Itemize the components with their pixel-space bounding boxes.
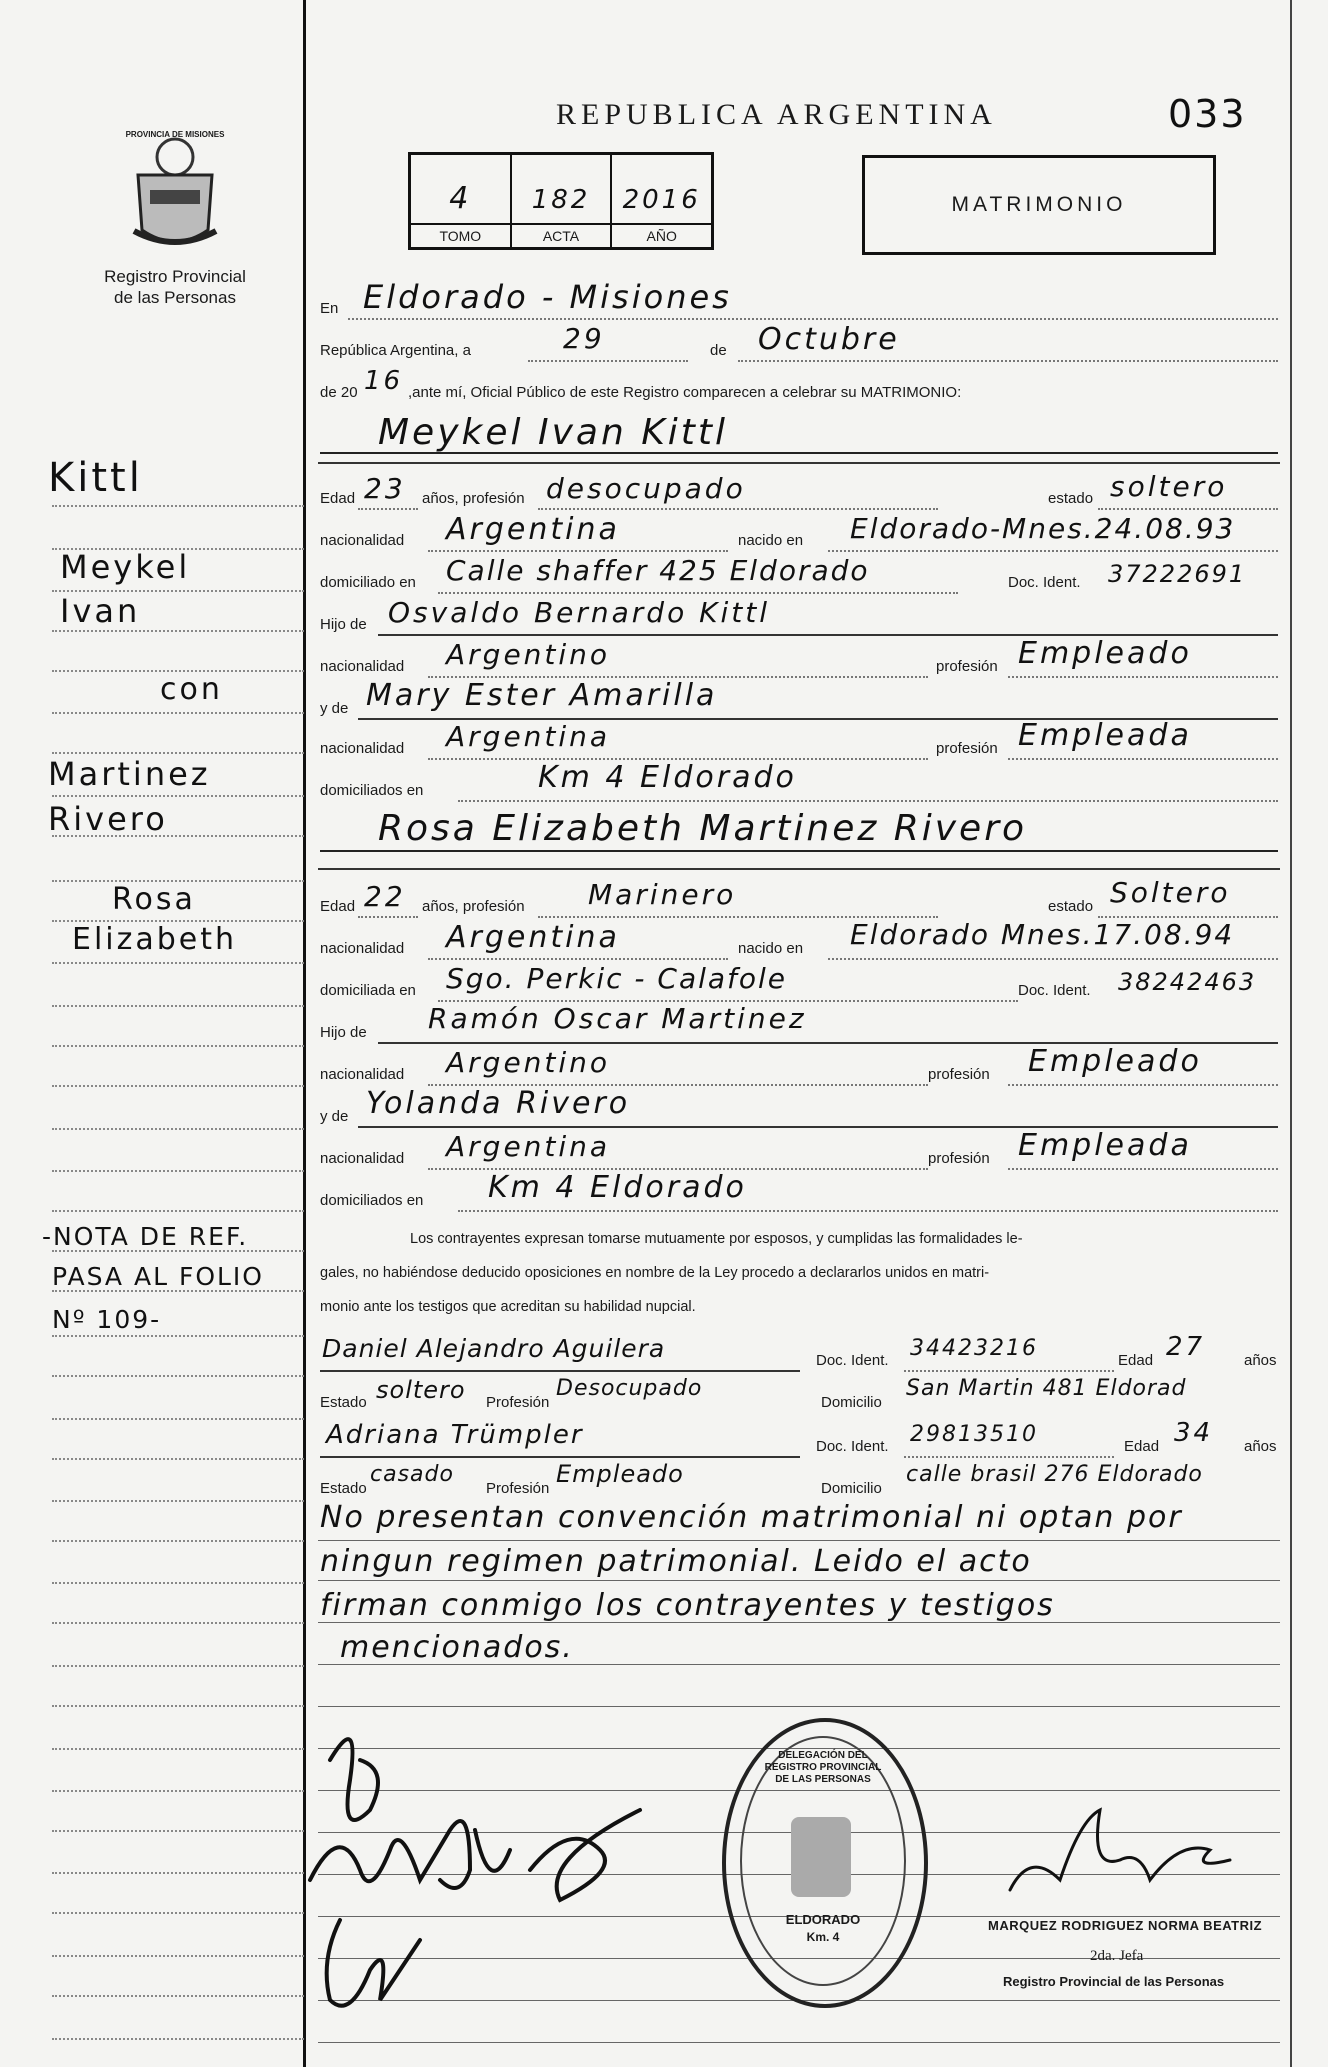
margin-note-3: Nº 109-	[52, 1305, 162, 1334]
witness2-name-row	[318, 1416, 1280, 1456]
nacido-label: nacido en	[738, 940, 804, 957]
official-office: Registro Provincial de las Personas	[1003, 1974, 1225, 1989]
anio-value: 2016	[622, 185, 701, 215]
registry-line1: Registro Provincial	[104, 267, 246, 286]
doc-label: Doc. Ident.	[1008, 574, 1081, 591]
domiciliada-label: domiciliada en	[320, 982, 416, 999]
nacionalidad-label: nacionalidad	[320, 740, 405, 757]
declaration-line-2: gales, no habiéndose deducido oposiciones en nombre de la Ley procedo a declararlos unidos en matri-	[320, 1265, 990, 1281]
republica-label: República Argentina, a	[320, 342, 471, 359]
notes-line-1: No presentan convención matrimonial ni optan por	[320, 1500, 1183, 1535]
groom-nationality: Argentina	[446, 512, 620, 547]
witness2-age: 34	[1174, 1418, 1214, 1448]
declaration-line-1: Los contrayentes expresan tomarse mutuamente por esposos, y cumplidas las formalidades le-	[410, 1231, 1023, 1247]
margin-surname-bride-1: Martinez	[48, 755, 211, 793]
page-number: 033	[1168, 92, 1247, 136]
bride-father-row	[318, 1002, 1280, 1042]
witness1-address: San Martin 481 Eldorad	[906, 1376, 1187, 1401]
doc-label: Doc. Ident.	[1018, 982, 1091, 999]
witness2-profession: Empleado	[556, 1460, 684, 1488]
margin-given-bride-1: Rosa	[112, 882, 196, 917]
y-de-label: y de	[320, 1108, 349, 1125]
anios-profesion-label: años, profesión	[422, 898, 525, 915]
stamp-city: ELDORADO	[785, 1912, 861, 1927]
witness1-name: Daniel Alejandro Aguilera	[322, 1334, 666, 1363]
edad-label: Edad	[1118, 1352, 1154, 1369]
bride-estado: Soltero	[1110, 876, 1231, 909]
tomo-value: 4	[449, 181, 472, 216]
contrayentes-signatures	[300, 1700, 700, 2020]
bride-father-profession: Empleado	[1028, 1044, 1202, 1079]
groom-mother-profession: Empleada	[1018, 718, 1192, 753]
groom-mother-nat-row	[318, 718, 1280, 758]
hijo-label: Hijo de	[320, 616, 367, 633]
registry-name	[60, 266, 290, 308]
groom-profession: desocupado	[546, 472, 746, 505]
edad-label: Edad	[320, 898, 356, 915]
domicilio-label: Domicilio	[821, 1480, 882, 1497]
nacionalidad-label: nacionalidad	[320, 1066, 405, 1083]
bride-mother-row	[318, 1086, 1280, 1126]
margin-note-2: PASA AL FOLIO	[52, 1262, 264, 1291]
intro-text: ,ante mí, Oficial Público de este Registro comparecen a celebrar su MATRIMONIO:	[408, 384, 962, 401]
declaration-text	[320, 1222, 1280, 1324]
anio-cell	[612, 155, 711, 247]
declaration-line-3: monio ante los testigos que acreditan su habilidad nupcial.	[320, 1299, 696, 1315]
year-suffix: 16	[364, 366, 404, 396]
notes-line-4: mencionados.	[340, 1630, 574, 1665]
margin-given-groom-1: Meykel	[60, 548, 191, 586]
groom-estado: soltero	[1110, 470, 1228, 503]
bride-parents-address-row	[318, 1170, 1280, 1210]
anios-profesion-label: años, profesión	[422, 490, 525, 507]
witness2-doc: 29813510	[910, 1422, 1038, 1447]
edad-label: Edad	[320, 490, 356, 507]
witness2-estado: casado	[370, 1462, 454, 1487]
bride-parents-address: Km 4 Eldorado	[488, 1170, 747, 1205]
bride-mother-nat-row	[318, 1128, 1280, 1168]
profesion-label: profesión	[936, 740, 998, 757]
bride-profession: Marinero	[588, 878, 737, 911]
registry-stamp	[722, 1718, 928, 2008]
tomo-cell	[411, 155, 512, 247]
anios-label: años	[1244, 1438, 1277, 1455]
witness1-details-row	[318, 1372, 1280, 1412]
witness2-name: Adriana Trümpler	[326, 1420, 584, 1450]
groom-age-row	[318, 468, 1280, 508]
official-name: MARQUEZ RODRIGUEZ NORMA BEATRIZ	[988, 1918, 1263, 1933]
anios-label: años	[1244, 1352, 1277, 1369]
groom-mother-nationality: Argentina	[446, 720, 611, 753]
notes-line-3: firman conmigo los contrayentes y testigos	[320, 1588, 1055, 1623]
emblem-icon	[120, 135, 230, 255]
hijo-label: Hijo de	[320, 1024, 367, 1041]
acta-value: 182	[531, 185, 591, 215]
bride-address: Sgo. Perkic - Calafole	[446, 962, 788, 995]
groom-name-row	[318, 410, 1280, 453]
tomo-acta-anio-box	[408, 152, 714, 250]
y-de-label: y de	[320, 700, 349, 717]
registry-line2: de las Personas	[114, 288, 236, 307]
profesion-label: Profesión	[486, 1480, 550, 1497]
domiciliados-label: domiciliados en	[320, 1192, 424, 1209]
witness2-address: calle brasil 276 Eldorado	[906, 1462, 1203, 1487]
margin-surname-bride-2: Rivero	[48, 800, 168, 838]
margin-given-bride-2: Elizabeth	[72, 922, 238, 957]
stamp-ring-text: DELEGACIÓN DEL REGISTRO PROVINCIAL DE LAS PERSONAS	[764, 1750, 882, 1785]
estado-label: estado	[1048, 898, 1094, 915]
emblem-text: PROVINCIA DE MISIONES	[125, 130, 225, 139]
bride-mother-profession: Empleada	[1018, 1128, 1192, 1163]
nacionalidad-label: nacionalidad	[320, 940, 405, 957]
witness2-details-row	[318, 1458, 1280, 1498]
country-title: REPUBLICA ARGENTINA	[556, 98, 997, 131]
profesion-label: profesión	[928, 1066, 990, 1083]
groom-address: Calle shaffer 425 Eldorado	[446, 554, 870, 587]
estado-label: estado	[1048, 490, 1094, 507]
estado-label: Estado	[320, 1394, 367, 1411]
day-value: 29	[563, 322, 605, 355]
margin-con: con	[160, 672, 223, 707]
official-signature	[990, 1790, 1250, 1920]
witness1-name-row	[318, 1330, 1280, 1370]
bride-birth: Eldorado Mnes.17.08.94	[850, 918, 1235, 951]
bride-age: 22	[364, 880, 406, 913]
acta-cell	[512, 155, 613, 247]
groom-parents-address-row	[318, 760, 1280, 800]
groom-age: 23	[364, 472, 406, 505]
groom-mother-row	[318, 678, 1280, 718]
de-label: de	[710, 342, 727, 359]
month-value: Octubre	[758, 322, 900, 357]
acta-label: ACTA	[512, 223, 611, 247]
bride-address-row	[318, 960, 1280, 1000]
bride-age-row	[318, 876, 1280, 916]
domicilio-label: Domicilio	[821, 1394, 882, 1411]
doc-label: Doc. Ident.	[816, 1438, 889, 1455]
en-label: En	[320, 300, 339, 317]
official-title: 2da. Jefa	[1090, 1948, 1144, 1964]
bride-nationality-row	[318, 918, 1280, 958]
nacionalidad-label: nacionalidad	[320, 532, 405, 549]
groom-father: Osvaldo Bernardo Kittl	[388, 596, 770, 629]
bride-full-name: Rosa Elizabeth Martinez Rivero	[378, 808, 1028, 849]
bride-name-row	[318, 806, 1280, 849]
groom-father-nat-row	[318, 636, 1280, 676]
margin-given-groom-2: Ivan	[60, 592, 141, 630]
bride-father-nat-row	[318, 1044, 1280, 1084]
margin-surname-groom: Kittl	[48, 455, 143, 501]
nacionalidad-label: nacionalidad	[320, 1150, 405, 1167]
groom-mother: Mary Ester Amarilla	[366, 678, 718, 713]
witness1-doc: 34423216	[910, 1336, 1038, 1361]
bride-mother-nationality: Argentina	[446, 1130, 611, 1163]
province-emblem	[120, 135, 230, 255]
margin-note-1: -NOTA DE REF.	[42, 1222, 249, 1251]
estado-label: Estado	[320, 1480, 367, 1497]
domiciliados-label: domiciliados en	[320, 782, 424, 799]
witness1-estado: soltero	[376, 1376, 466, 1404]
domiciliado-label: domiciliado en	[320, 574, 416, 591]
witness1-profession: Desocupado	[556, 1376, 703, 1401]
intro-year-row	[318, 366, 1280, 406]
groom-birth: Eldorado-Mnes.24.08.93	[850, 512, 1236, 545]
groom-father-profession: Empleado	[1018, 636, 1192, 671]
notes-line-2: ningun regimen patrimonial. Leido el acto	[320, 1544, 1032, 1579]
witness1-age: 27	[1166, 1332, 1206, 1362]
doc-label: Doc. Ident.	[816, 1352, 889, 1369]
groom-nationality-row	[318, 510, 1280, 550]
bride-father-nationality: Argentino	[446, 1046, 611, 1079]
intro-date-row	[318, 322, 1280, 362]
groom-full-name: Meykel Ivan Kittl	[378, 412, 729, 453]
bride-mother: Yolanda Rivero	[366, 1086, 631, 1121]
act-type-box: MATRIMONIO	[862, 155, 1216, 255]
profesion-label: profesión	[928, 1150, 990, 1167]
groom-parents-address: Km 4 Eldorado	[538, 760, 797, 795]
groom-doc: 37222691	[1108, 560, 1247, 588]
profesion-label: Profesión	[486, 1394, 550, 1411]
place-value: Eldorado - Misiones	[363, 278, 732, 316]
bride-nationality: Argentina	[446, 920, 620, 955]
tomo-label: TOMO	[411, 223, 510, 247]
stamp-km: Km. 4	[806, 1930, 840, 1944]
nacionalidad-label: nacionalidad	[320, 658, 405, 675]
nacido-label: nacido en	[738, 532, 804, 549]
right-margin-rule	[1290, 0, 1292, 2067]
bride-father: Ramón Oscar Martinez	[428, 1002, 807, 1035]
edad-label: Edad	[1124, 1438, 1160, 1455]
groom-father-nationality: Argentino	[446, 638, 611, 671]
groom-father-row	[318, 594, 1280, 634]
year-prefix: de 20	[320, 384, 358, 401]
stamp-emblem-icon	[791, 1817, 851, 1897]
groom-address-row	[318, 552, 1280, 592]
intro-place-row	[318, 278, 1280, 318]
profesion-label: profesión	[936, 658, 998, 675]
bride-doc: 38242463	[1118, 968, 1257, 996]
anio-label: AÑO	[612, 223, 711, 247]
